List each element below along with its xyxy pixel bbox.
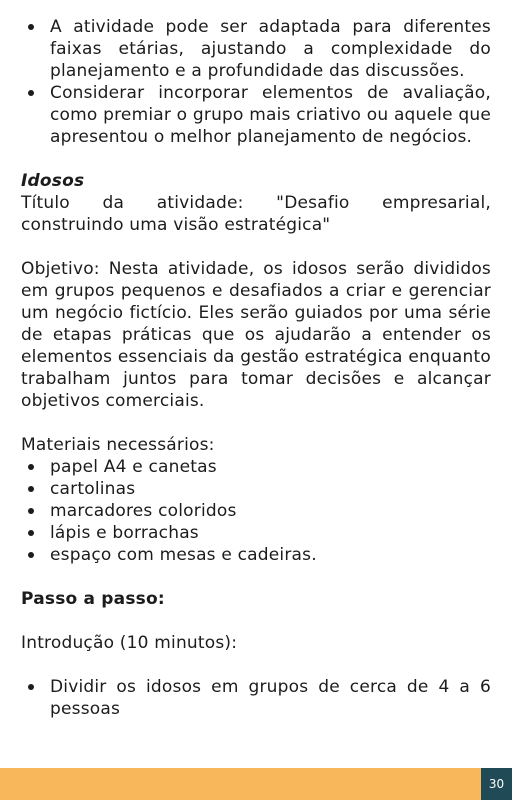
- list-item: marcadores coloridos: [21, 500, 491, 522]
- intro-bullet-list: [21, 16, 491, 148]
- list-item: lápis e borrachas: [21, 522, 491, 544]
- activity-title: Título da atividade: "Desafio empresarial, construindo uma visão estratégica": [21, 193, 491, 235]
- list-item: Considerar incorporar elementos de avaliação, como premiar o grupo mais criativo ou aquele que apresentou o melhor planejamento de negócios.: [21, 82, 491, 148]
- steps-bullet-list: [21, 676, 491, 720]
- page-content: [21, 16, 491, 720]
- section-title: Idosos: [21, 171, 85, 191]
- list-item: A atividade pode ser adaptada para diferentes faixas etárias, ajustando a complexidade do planejamento e a profundidade das discussões.: [21, 16, 491, 82]
- list-item: espaço com mesas e cadeiras.: [21, 544, 491, 566]
- steps-heading: Passo a passo:: [21, 589, 165, 609]
- intro-step-label: Introdução (10 minutos):: [21, 633, 238, 653]
- objective-paragraph: Objetivo: Nesta atividade, os idosos serão divididos em grupos pequenos e desafiados a criar e gerenciar um negócio fictício. Eles serão guiados por uma série de etapas práticas que os ajudarão a entender os elementos essenciais da gestão estratégica enquanto trabalham juntos para tomar decisões e alcançar objetivos comerciais.: [21, 259, 491, 411]
- list-item: papel A4 e canetas: [21, 456, 491, 478]
- page-number: 30: [481, 768, 512, 800]
- footer-bar: [0, 768, 512, 800]
- list-item: Dividir os idosos em grupos de cerca de 4 a 6 pessoas: [21, 676, 491, 720]
- list-item: cartolinas: [21, 478, 491, 500]
- materials-list: [21, 456, 491, 566]
- materials-label: Materiais necessários:: [21, 435, 215, 455]
